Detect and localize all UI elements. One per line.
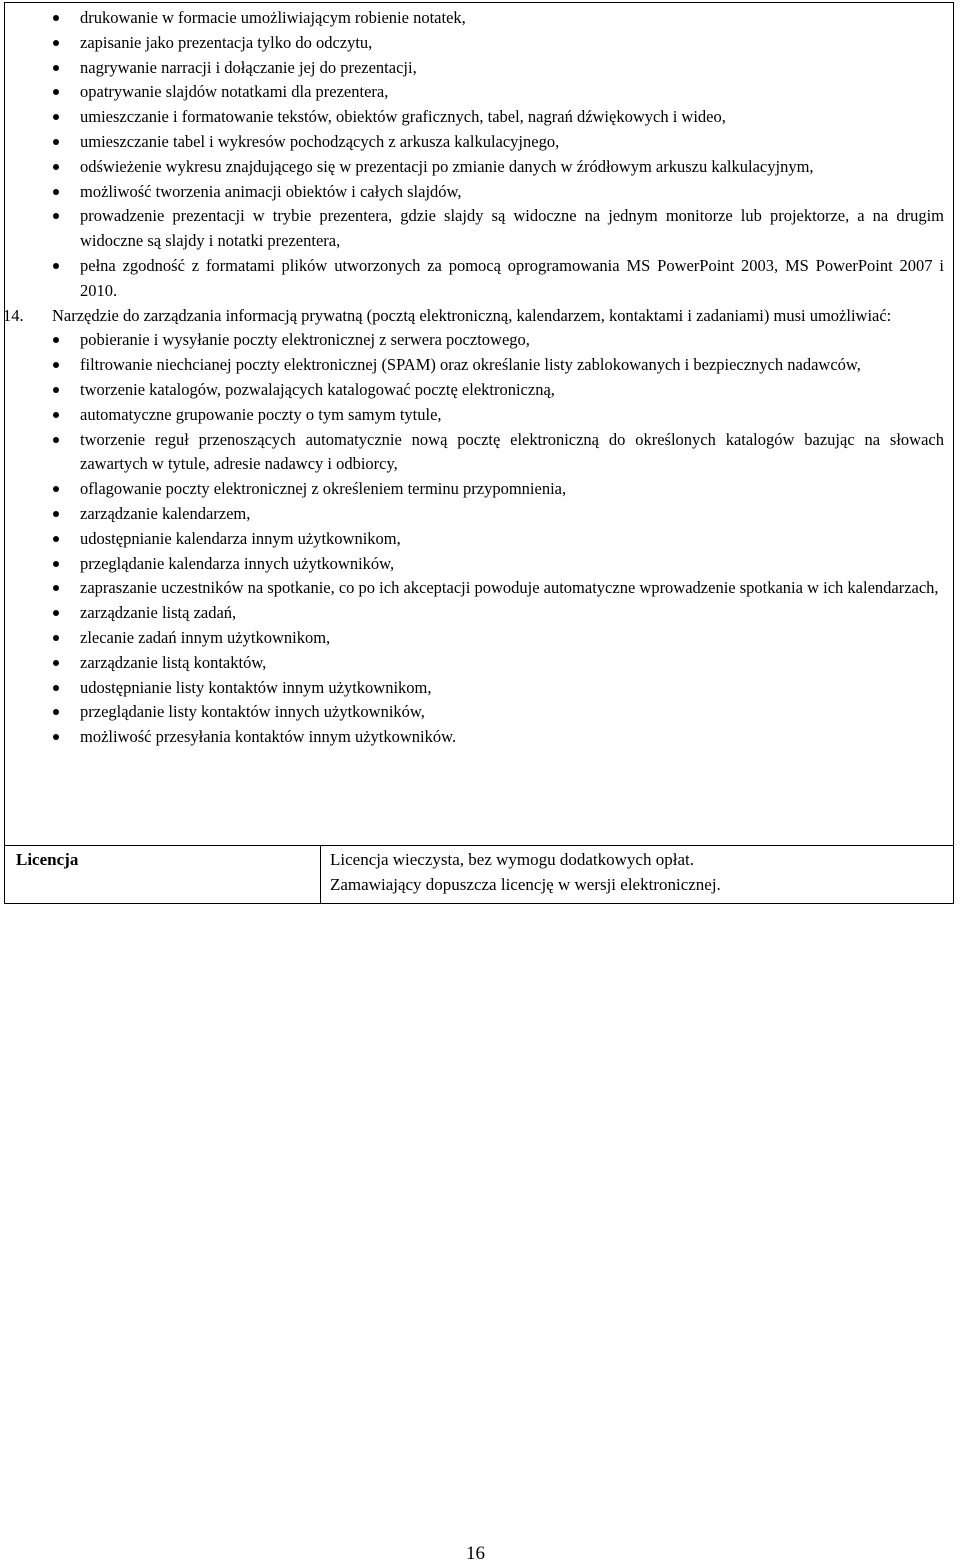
list-item-text: zlecanie zadań innym użytkownikom, xyxy=(80,627,331,647)
bullet-icon xyxy=(53,437,59,443)
list-item xyxy=(0,155,960,180)
section-number: 14. xyxy=(3,305,24,325)
bullet-icon xyxy=(53,610,59,616)
list-item xyxy=(0,700,960,725)
list-item-text: zapraszanie uczestników na spotkanie, co po ich akceptacji powoduje automatyczne wprowadzenie spotkania w ich kalendarzach, xyxy=(80,578,939,598)
bullet-icon xyxy=(53,263,59,269)
bullet-icon xyxy=(53,486,59,492)
list-item xyxy=(0,601,960,626)
list-item xyxy=(0,725,960,750)
bullet-icon xyxy=(53,585,59,591)
list-item xyxy=(0,105,960,130)
list-item xyxy=(0,378,960,403)
list-item-text: filtrowanie niechcianej poczty elektronicznej (SPAM) oraz określanie listy zablokowanych i bezpiecznych nadawców, xyxy=(80,355,861,375)
bullet-icon xyxy=(53,685,59,691)
list-item xyxy=(0,56,960,81)
bullet-icon xyxy=(53,561,59,567)
bullet-icon xyxy=(53,709,59,715)
list-item-text: tworzenie katalogów, pozwalających katalogować pocztę elektroniczną, xyxy=(80,379,555,399)
bullet-icon xyxy=(53,412,59,418)
list-item xyxy=(0,31,960,56)
list-item-text: umieszczanie i formatowanie tekstów, obiektów graficznych, tabel, nagrań dźwiękowych i wideo, xyxy=(80,107,726,127)
list-item xyxy=(0,80,960,105)
list-item xyxy=(0,254,960,304)
list-item-text: tworzenie reguł przenoszących automatycznie nową pocztę elektroniczną do określonych katalogów bazując na słowach zawartych w tytule, adresie nadawcy i odbiorcy, xyxy=(80,429,944,474)
list-item-text: zapisanie jako prezentacja tylko do odczytu, xyxy=(80,32,373,52)
list-item-text: drukowanie w formacie umożliwiającym robienie notatek, xyxy=(80,8,466,27)
list-item xyxy=(0,651,960,676)
list-item-text: zarządzanie listą zadań, xyxy=(80,603,237,623)
list-item xyxy=(0,353,960,378)
bullet-icon xyxy=(53,89,59,95)
list-item-text: umieszczanie tabel i wykresów pochodzących z arkusza kalkulacyjnego, xyxy=(80,131,560,151)
list-item xyxy=(0,204,960,254)
list-item-text: prowadzenie prezentacji w trybie prezentera, gdzie slajdy są widoczne na jednym monitorze lub projektorze, a na drugim widoczne są slajdy i notatki prezentera, xyxy=(80,206,944,251)
list-item-text: możliwość tworzenia animacji obiektów i całych slajdów, xyxy=(80,181,462,201)
requirements-list xyxy=(0,6,960,750)
bullet-icon xyxy=(53,362,59,368)
list-item xyxy=(0,552,960,577)
list-item xyxy=(0,502,960,527)
list-item-text: automatyczne grupowanie poczty o tym samym tytule, xyxy=(80,404,442,424)
bullet-icon xyxy=(53,660,59,666)
bullet-icon xyxy=(53,387,59,393)
license-row-divider xyxy=(4,845,954,846)
bullet-icon xyxy=(53,189,59,195)
license-description xyxy=(330,847,940,897)
list-item xyxy=(0,428,960,478)
bullet-icon xyxy=(53,40,59,46)
page-number: 16 xyxy=(466,1543,485,1564)
list-item-text: zarządzanie kalendarzem, xyxy=(80,503,251,523)
bullet-icon xyxy=(53,337,59,343)
list-item-text: udostępnianie listy kontaktów innym użytkownikom, xyxy=(80,677,432,697)
license-column-divider xyxy=(320,845,321,904)
list-item xyxy=(0,328,960,353)
bullet-icon xyxy=(53,15,59,21)
bullet-icon xyxy=(53,213,59,219)
list-item-text: odświeżenie wykresu znajdującego się w prezentacji po zmianie danych w źródłowym arkuszu kalkulacyjnym, xyxy=(80,156,814,176)
section-14-heading xyxy=(0,304,960,329)
list-item xyxy=(0,130,960,155)
list-item xyxy=(0,626,960,651)
bullet-icon xyxy=(53,139,59,145)
list-item xyxy=(0,403,960,428)
list-item xyxy=(0,676,960,701)
list-item-text: udostępnianie kalendarza innym użytkownikom, xyxy=(80,528,401,548)
list-item xyxy=(0,180,960,205)
list-item-text: zarządzanie listą kontaktów, xyxy=(80,652,267,672)
bullet-icon xyxy=(53,511,59,517)
list-item-text: pobieranie i wysyłanie poczty elektronicznej z serwera pocztowego, xyxy=(80,330,530,350)
bullet-icon xyxy=(53,734,59,740)
section-heading-text: Narzędzie do zarządzania informacją prywatną (pocztą elektroniczną, kalendarzem, kontaktami i zadaniami) musi umożliwiać: xyxy=(52,305,892,325)
list-item-text: opatrywanie slajdów notatkami dla prezentera, xyxy=(80,82,389,102)
bullet-icon xyxy=(53,536,59,542)
bullet-icon xyxy=(53,164,59,170)
license-label: Licencja xyxy=(16,850,79,869)
list-item-text: pełna zgodność z formatami plików utworzonych za pomocą oprogramowania MS PowerPoint 2003, MS PowerPoint 2007 i 2010. xyxy=(80,255,944,300)
bullet-icon xyxy=(53,65,59,71)
bullet-icon xyxy=(53,635,59,641)
license-line-1: Licencja wieczysta, bez wymogu dodatkowych opłat. xyxy=(330,850,694,869)
list-item xyxy=(0,576,960,601)
list-item-text: nagrywanie narracji i dołączanie jej do prezentacji, xyxy=(80,57,417,77)
list-item xyxy=(0,477,960,502)
list-item xyxy=(0,6,960,31)
list-item xyxy=(0,527,960,552)
list-item-text: przeglądanie kalendarza innych użytkowników, xyxy=(80,553,395,573)
list-item-text: przeglądanie listy kontaktów innych użytkowników, xyxy=(80,702,425,722)
license-line-2: Zamawiający dopuszcza licencję w wersji elektronicznej. xyxy=(330,875,721,894)
list-item-text: możliwość przesyłania kontaktów innym użytkowników. xyxy=(80,727,457,747)
bullet-icon xyxy=(53,114,59,120)
list-item-text: oflagowanie poczty elektronicznej z określeniem terminu przypomnienia, xyxy=(80,479,567,499)
